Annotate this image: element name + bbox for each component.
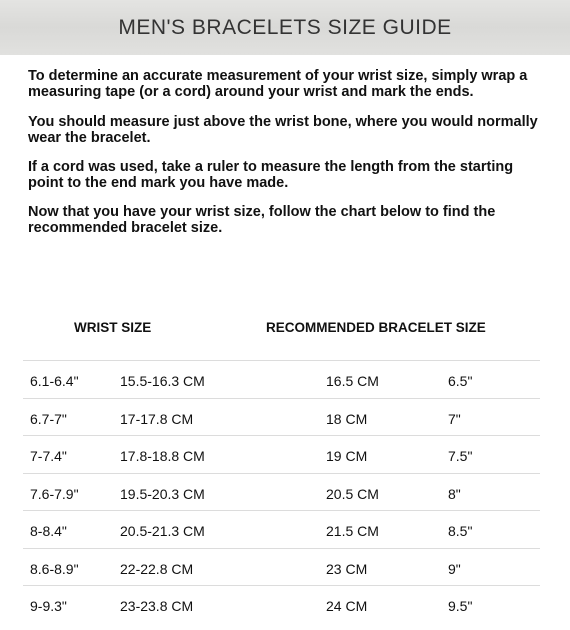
- table-row: [23, 398, 540, 436]
- title-banner: [0, 0, 570, 55]
- bracelet-inches: 9.5": [448, 598, 473, 614]
- wrist-cm: 17.8-18.8 CM: [120, 448, 205, 464]
- wrist-cm: 15.5-16.3 CM: [120, 373, 205, 389]
- bracelet-inches: 7.5": [448, 448, 473, 464]
- bracelet-inches: 9": [448, 560, 461, 577]
- instruction-paragraph: You should measure just above the wrist bone, where you would normally wear the bracelet.: [28, 114, 538, 146]
- wrist-cm: 22-22.8 CM: [120, 560, 194, 577]
- bracelet-cm: 19 CM: [326, 448, 368, 464]
- recommended-size-header: RECOMMENDED BRACELET SIZE: [266, 320, 486, 335]
- bracelet-inches: 8": [448, 485, 461, 502]
- table-row: [23, 473, 540, 511]
- bracelet-cm: 23 CM: [326, 560, 368, 577]
- wrist-cm: 20.5-21.3 CM: [120, 523, 205, 539]
- table-row: [23, 548, 540, 586]
- bracelet-cm: 16.5 CM: [326, 373, 379, 389]
- wrist-cm: 23-23.8 CM: [120, 598, 194, 614]
- instructions: [28, 68, 548, 249]
- table-header: [0, 320, 570, 340]
- wrist-inches: 8.6-8.9": [30, 560, 79, 577]
- table-row: [23, 585, 540, 623]
- table-row: [23, 360, 540, 398]
- wrist-cm: 17-17.8 CM: [120, 410, 194, 427]
- instruction-paragraph: Now that you have your wrist size, follow the chart below to find the recommended bracelet size.: [28, 204, 496, 236]
- wrist-inches: 6.1-6.4": [30, 373, 79, 389]
- bracelet-cm: 21.5 CM: [326, 523, 379, 539]
- wrist-inches: 6.7-7": [30, 410, 67, 427]
- page-title: MEN'S BRACELETS SIZE GUIDE: [118, 15, 452, 39]
- table-row: [23, 510, 540, 548]
- wrist-inches: 7-7.4": [30, 448, 67, 464]
- wrist-cm: 19.5-20.3 CM: [120, 485, 205, 502]
- bracelet-cm: 18 CM: [326, 410, 368, 427]
- table-row: [23, 435, 540, 473]
- bracelet-inches: 6.5": [448, 373, 473, 389]
- wrist-inches: 8-8.4": [30, 523, 67, 539]
- instruction-paragraph: If a cord was used, take a ruler to measure the length from the starting point to the end mark you have made.: [28, 159, 514, 191]
- instruction-paragraph: To determine an accurate measurement of your wrist size, simply wrap a measuring tape (or a cord) around your wrist and mark the ends.: [28, 68, 528, 100]
- size-table: [23, 360, 540, 623]
- wrist-size-header: WRIST SIZE: [74, 320, 152, 335]
- bracelet-inches: 8.5": [448, 523, 473, 539]
- bracelet-cm: 24 CM: [326, 598, 368, 614]
- bracelet-inches: 7": [448, 410, 461, 427]
- wrist-inches: 9-9.3": [30, 598, 67, 614]
- bracelet-cm: 20.5 CM: [326, 485, 379, 502]
- wrist-inches: 7.6-7.9": [30, 485, 79, 502]
